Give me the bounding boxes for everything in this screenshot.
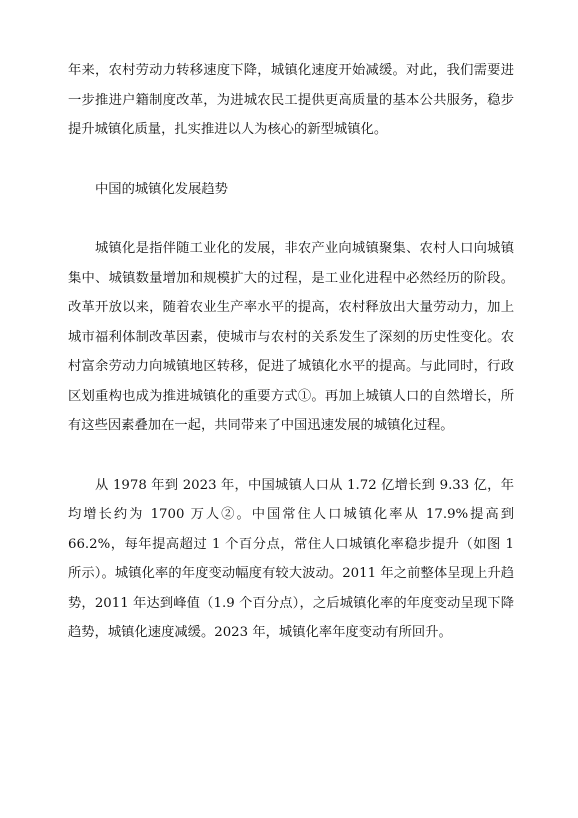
section-heading: 中国的城镇化发展趋势 <box>95 181 228 197</box>
spacer <box>68 204 514 234</box>
spacer <box>68 441 514 471</box>
spacer <box>68 145 514 175</box>
intro-paragraph: 年来，农村劳动力转移速度下降，城镇化速度开始减缓。对此，我们需要进一步推进户籍制度改革，为进城农民工提供更高质量的基本公共服务，稳步提升城镇化质量，扎实推进以人为核心的新型城镇化。 <box>68 63 514 137</box>
body-paragraph-urbanization-definition: 城镇化是指伴随工业化的发展，非农产业向城镇聚集、农村人口向城镇集中、城镇数量增加和规模扩大的过程，是工业化进程中必然经历的阶段。改革开放以来，随着农业生产率水平的提高，农村释放出大量劳动力，加上城市福利体制改革因素，使城市与农村的关系发生了深刻的历史性变化。农村富余劳动力向城镇地区转移，促进了城镇化水平的提高。与此同时，行政区划重构也成为推进城镇化的重要方式①。再加上城镇人口的自然增长，所有这些因素叠加在一起，共同带来了中国迅速发展的城镇化过程。 <box>68 241 514 433</box>
document-page <box>68 56 514 648</box>
body-paragraph-urban-population-statistics: 从 1978 年到 2023 年，中国城镇人口从 1.72 亿增长到 9.33 亿，年均增长约为 1700 万人②。中国常住人口城镇化率从 17.9%提高到 66.2%，每年提高超过 1 个百分点，常住人口城镇化率稳步提升（如图 1 所示）。城镇化率的年度变动幅度有较大波动。2011 年之前整体呈现上升趋势，2011 年达到峰值（1.9 个百分点），之后城镇化率的年度变动呈现下降趋势，城镇化速度减缓。2023 年，城镇化率年度变动有所回升。 <box>68 477 514 640</box>
